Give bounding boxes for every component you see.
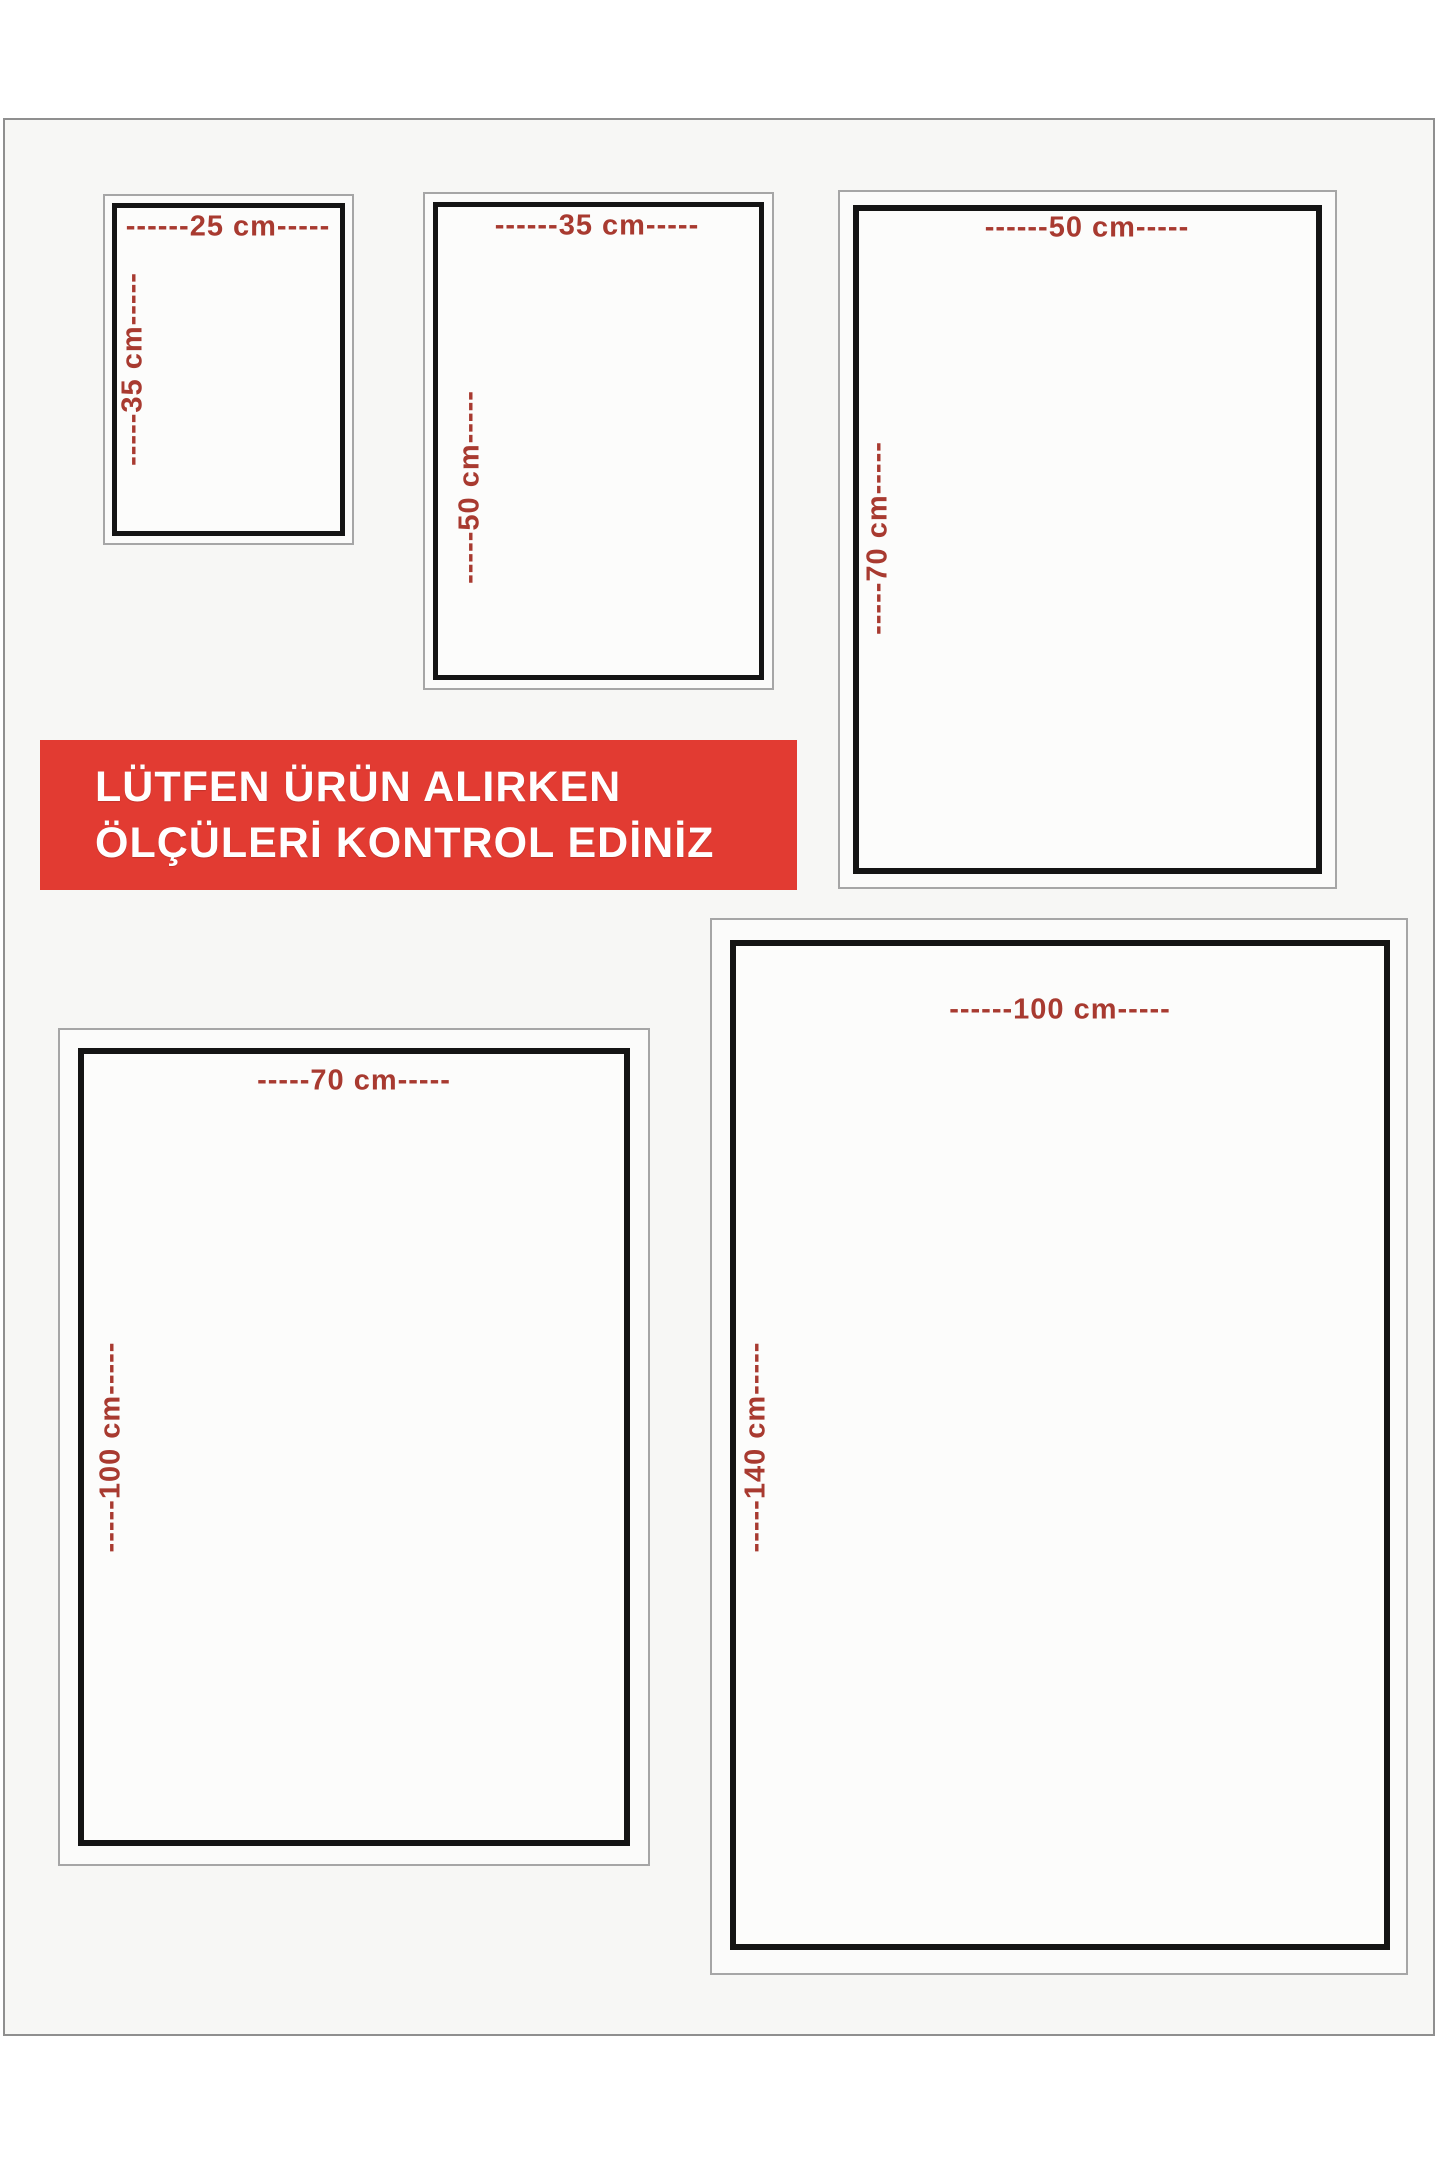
height-label-70cm: -----70 cm-----: [861, 441, 894, 635]
size-frame-70x100: [58, 1028, 650, 1866]
width-label-70cm: -----70 cm-----: [257, 1064, 451, 1097]
height-label-140cm: -----140 cm-----: [739, 1341, 772, 1553]
size-frame-50x70: [838, 190, 1337, 889]
height-label-35cm: -----35 cm-----: [116, 272, 149, 466]
warning-banner: [40, 740, 797, 890]
width-label-100cm: ------100 cm-----: [949, 993, 1171, 1026]
size-frame-70x100-inner-border: [78, 1048, 630, 1846]
height-label-100cm: -----100 cm-----: [94, 1341, 127, 1553]
warning-banner-line1: LÜTFEN ÜRÜN ALIRKEN: [95, 763, 622, 811]
width-label-35cm: ------35 cm-----: [494, 209, 700, 242]
size-frame-100x140-inner-border: [730, 940, 1390, 1950]
width-label-50cm: ------50 cm-----: [984, 211, 1190, 244]
height-label-50cm: -----50 cm-----: [453, 390, 486, 584]
size-frame-50x70-inner-border: [853, 205, 1322, 874]
size-frame-100x140: [710, 918, 1408, 1975]
width-label-25cm: ------25 cm-----: [125, 210, 331, 243]
warning-banner-line2: ÖLÇÜLERİ KONTROL EDİNİZ: [95, 819, 715, 867]
